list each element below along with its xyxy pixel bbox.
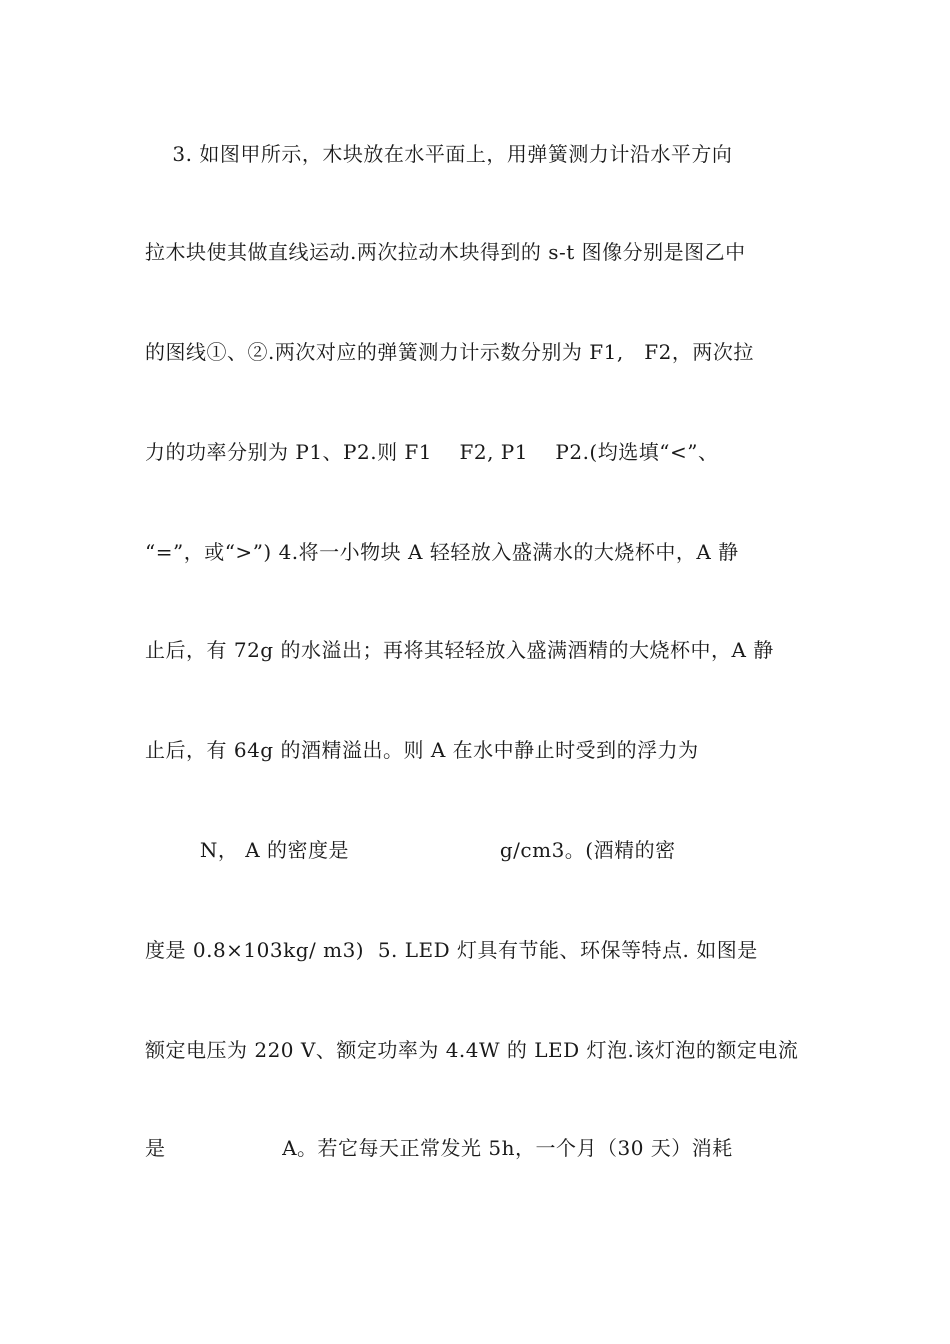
text-line-6: 止后，有 72g 的水溢出；再将其轻轻放入盛满酒精的大烧杯中，A 静 [145,638,774,662]
text-line-10: 额定电压为 220 V、额定功率为 4.4W 的 LED 灯泡.该灯泡的额定电流 [145,1038,799,1062]
text-line-5: “=”，或“>”) 4.将一小物块 A 轻轻放入盛满水的大烧杯中，A 静 [145,540,739,564]
text-line-8: N， A 的密度是 g/cm3。(酒精的密 [145,838,676,862]
text-line-1: 3. 如图甲所示，木块放在水平面上，用弹簧测力计沿水平方向 [145,142,733,166]
text-line-3: 的图线①、②.两次对应的弹簧测力计示数分别为 F1, F2，两次拉 [145,340,754,364]
text-line-4: 力的功率分别为 P1、P2.则 F1 F2, P1 P2.(均选填“<”、 [145,440,719,464]
text-line-9: 度是 0.8×103kg/ m3) 5. LED 灯具有节能、环保等特点. 如图是 [145,938,758,962]
text-line-11: 是 A。若它每天正常发光 5h，一个月（30 天）消耗 [145,1136,733,1160]
text-line-7: 止后，有 64g 的酒精溢出。则 A 在水中静止时受到的浮力为 [145,738,699,762]
text-line-2: 拉木块使其做直线运动.两次拉动木块得到的 s-t 图像分别是图乙中 [145,240,746,264]
